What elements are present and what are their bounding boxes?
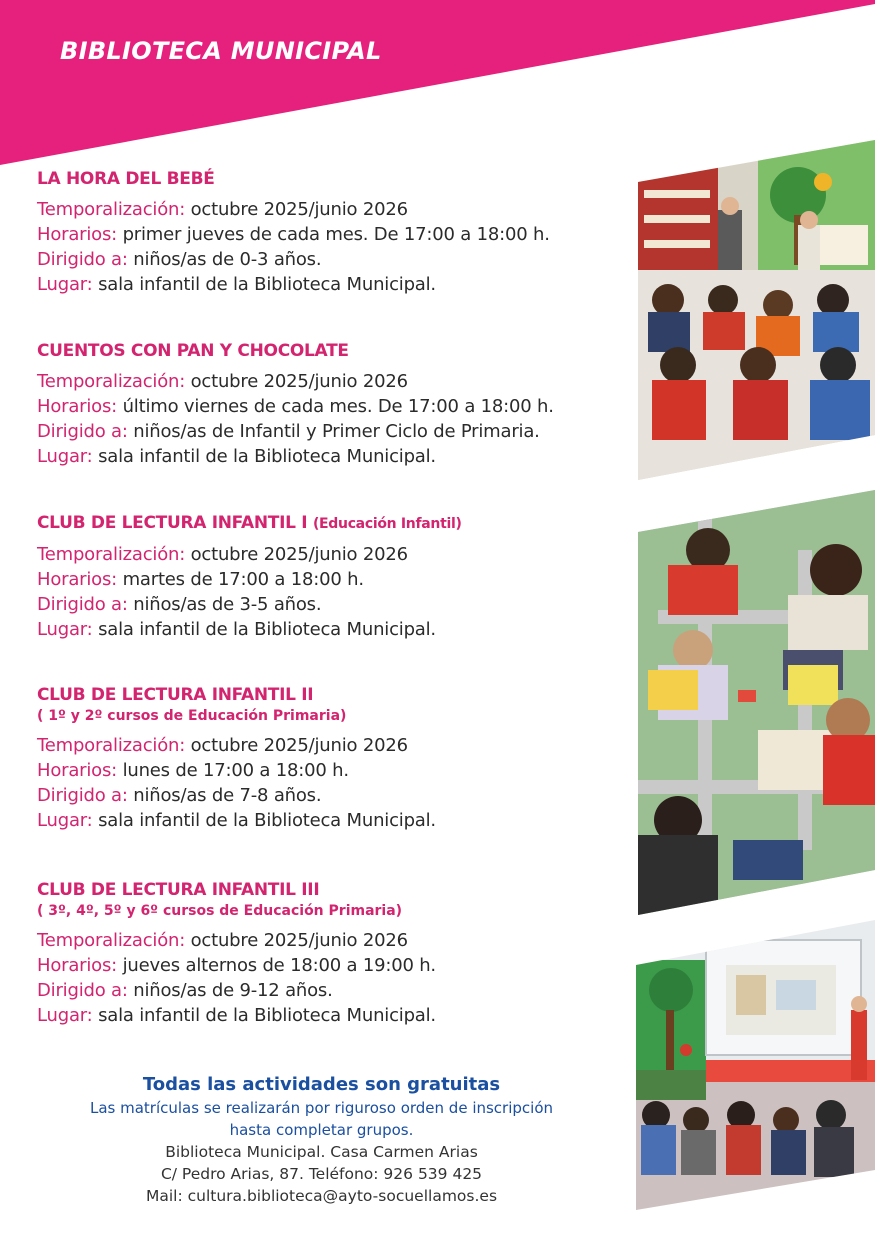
label-temporalizacion: Temporalización: <box>37 371 186 392</box>
photo-projection-session <box>636 920 875 1210</box>
row-horarios <box>37 953 627 978</box>
row-dirigido <box>37 592 627 617</box>
row-temporalizacion <box>37 733 627 758</box>
section-title: LA HORA DEL BEBÉ <box>37 169 215 189</box>
section-club-lectura-3 <box>37 879 627 1028</box>
label-horarios: Horarios: <box>37 569 118 590</box>
label-temporalizacion: Temporalización: <box>37 544 186 565</box>
row-lugar <box>37 272 627 297</box>
value-temporalizacion: octubre 2025/junio 2026 <box>190 544 408 565</box>
section-title: CLUB DE LECTURA INFANTIL II <box>37 685 314 705</box>
label-horarios: Horarios: <box>37 955 118 976</box>
row-dirigido <box>37 247 627 272</box>
section-title-main: CLUB DE LECTURA INFANTIL I <box>37 513 308 533</box>
address-line1: Biblioteca Municipal. Casa Carmen Arias <box>165 1143 478 1161</box>
enrollment-note-line1: Las matrículas se realizarán por riguroso orden de inscripción <box>89 1099 554 1117</box>
value-temporalizacion: octubre 2025/junio 2026 <box>190 199 408 220</box>
section-subtitle: ( 1º y 2º cursos de Educación Primaria) <box>37 708 347 724</box>
value-lugar: sala infantil de la Biblioteca Municipal. <box>98 274 436 295</box>
photo-library-storytime <box>638 140 875 480</box>
label-lugar: Lugar: <box>37 810 93 831</box>
row-temporalizacion <box>37 928 627 953</box>
contact-email: Mail: cultura.biblioteca@ayto-socuellamos.es <box>145 1187 498 1205</box>
label-horarios: Horarios: <box>37 760 118 781</box>
label-lugar: Lugar: <box>37 1005 93 1026</box>
section-club-lectura-1 <box>37 512 627 642</box>
value-dirigido: niños/as de 0-3 años. <box>133 249 322 270</box>
value-temporalizacion: octubre 2025/junio 2026 <box>190 371 408 392</box>
section-club-lectura-2 <box>37 684 627 833</box>
row-temporalizacion <box>37 197 627 222</box>
label-horarios: Horarios: <box>37 396 118 417</box>
photo-children-reading <box>638 490 875 915</box>
value-lugar: sala infantil de la Biblioteca Municipal. <box>98 446 436 467</box>
label-dirigido: Dirigido a: <box>37 594 128 615</box>
row-temporalizacion <box>37 542 627 567</box>
label-temporalizacion: Temporalización: <box>37 930 186 951</box>
value-lugar: sala infantil de la Biblioteca Municipal. <box>98 1005 436 1026</box>
row-horarios <box>37 567 627 592</box>
label-lugar: Lugar: <box>37 274 93 295</box>
row-lugar <box>37 617 627 642</box>
label-lugar: Lugar: <box>37 619 93 640</box>
value-dirigido: niños/as de 3-5 años. <box>133 594 322 615</box>
value-horarios: lunes de 17:00 a 18:00 h. <box>122 760 349 781</box>
value-horarios: martes de 17:00 a 18:00 h. <box>122 569 364 590</box>
label-temporalizacion: Temporalización: <box>37 199 186 220</box>
section-title <box>37 512 627 535</box>
section-title-suffix: (Educación Infantil) <box>312 516 462 532</box>
value-temporalizacion: octubre 2025/junio 2026 <box>190 930 408 951</box>
row-horarios <box>37 394 627 419</box>
row-temporalizacion <box>37 369 627 394</box>
value-horarios: primer jueves de cada mes. De 17:00 a 18:00 h. <box>122 224 550 245</box>
row-lugar <box>37 808 627 833</box>
value-dirigido: niños/as de 7-8 años. <box>133 785 322 806</box>
label-dirigido: Dirigido a: <box>37 249 128 270</box>
page-title: BIBLIOTECA MUNICIPAL <box>60 37 382 65</box>
row-horarios <box>37 758 627 783</box>
label-dirigido: Dirigido a: <box>37 785 128 806</box>
enrollment-note-line2: hasta completar grupos. <box>229 1121 414 1139</box>
value-horarios: último viernes de cada mes. De 17:00 a 18:00 h. <box>122 396 554 417</box>
value-temporalizacion: octubre 2025/junio 2026 <box>190 735 408 756</box>
value-dirigido: niños/as de 9-12 años. <box>133 980 333 1001</box>
row-dirigido <box>37 978 627 1003</box>
label-lugar: Lugar: <box>37 446 93 467</box>
section-subtitle: ( 3º, 4º, 5º y 6º cursos de Educación Primaria) <box>37 903 403 919</box>
label-horarios: Horarios: <box>37 224 118 245</box>
row-dirigido <box>37 419 627 444</box>
label-temporalizacion: Temporalización: <box>37 735 186 756</box>
address-line2: C/ Pedro Arias, 87. Teléfono: 926 539 425 <box>160 1165 483 1183</box>
value-lugar: sala infantil de la Biblioteca Municipal. <box>98 619 436 640</box>
row-horarios <box>37 222 627 247</box>
section-hora-bebe <box>37 168 627 297</box>
section-cuentos-pan-chocolate <box>37 340 627 469</box>
row-lugar <box>37 444 627 469</box>
section-title: CUENTOS CON PAN Y CHOCOLATE <box>37 341 349 361</box>
row-dirigido <box>37 783 627 808</box>
footer <box>0 1073 643 1207</box>
free-activities-note: Todas las actividades son gratuitas <box>142 1074 501 1095</box>
section-title: CLUB DE LECTURA INFANTIL III <box>37 880 320 900</box>
label-dirigido: Dirigido a: <box>37 421 128 442</box>
value-dirigido: niños/as de Infantil y Primer Ciclo de Primaria. <box>133 421 540 442</box>
value-lugar: sala infantil de la Biblioteca Municipal. <box>98 810 436 831</box>
label-dirigido: Dirigido a: <box>37 980 128 1001</box>
row-lugar <box>37 1003 627 1028</box>
value-horarios: jueves alternos de 18:00 a 19:00 h. <box>122 955 436 976</box>
